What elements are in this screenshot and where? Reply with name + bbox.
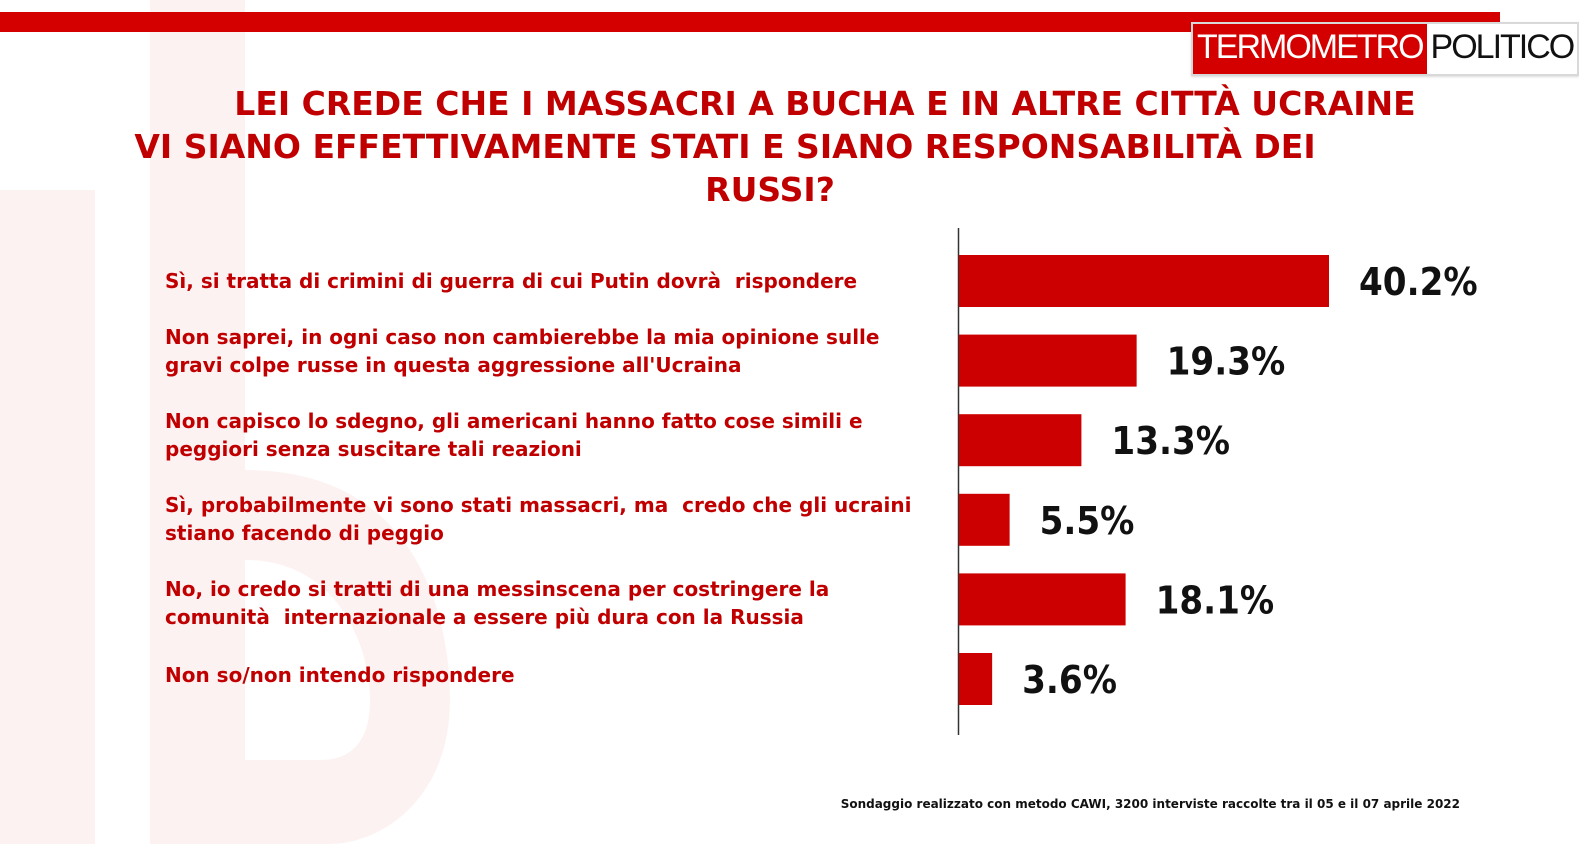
category-label-line: Non so/non intendo rispondere xyxy=(165,663,515,687)
value-label-5: 18.1% xyxy=(1155,578,1275,623)
title-line-3: RUSSI? xyxy=(705,170,835,209)
bar-5 xyxy=(959,573,1126,625)
category-label-line: stiano facendo di peggio xyxy=(165,521,444,545)
bar-4 xyxy=(959,494,1010,546)
value-label-2: 19.3% xyxy=(1166,339,1286,384)
category-label-line: peggiori senza suscitare tali reazioni xyxy=(165,437,582,461)
title-line-2: VI SIANO EFFETTIVAMENTE STATI E SIANO RESPONSABILITÀ DEI xyxy=(134,127,1316,166)
bar-2 xyxy=(959,335,1137,387)
logo-part-1: TERMOMETRO xyxy=(1193,24,1427,74)
category-label-line: comunità internazionale a essere più dura con la Russia xyxy=(165,605,804,629)
category-label-line: Sì, si tratta di crimini di guerra di cui Putin dovrà rispondere xyxy=(165,269,858,293)
category-label-line: No, io credo si tratti di una messinscena per costringere la xyxy=(165,577,830,601)
title-line-1: LEI CREDE CHE I MASSACRI A BUCHA E IN ALTRE CITTÀ UCRAINE xyxy=(234,84,1416,123)
category-label-line: Non saprei, in ogni caso non cambierebbe la mia opinione sulle xyxy=(165,325,880,349)
category-label-line: gravi colpe russe in questa aggressione all'Ucraina xyxy=(165,353,742,377)
value-label-6: 3.6% xyxy=(1022,658,1117,702)
logo-part-2: POLITICO xyxy=(1427,24,1578,74)
bar-6 xyxy=(959,653,992,705)
category-label-line: Non capisco lo sdegno, gli americani hanno fatto cose simili e xyxy=(165,409,863,433)
value-label-3: 13.3% xyxy=(1111,419,1231,464)
bar-3 xyxy=(959,414,1081,466)
category-label-line: Sì, probabilmente vi sono stati massacri, ma credo che gli ucraini xyxy=(165,493,912,517)
source-footnote: Sondaggio realizzato con metodo CAWI, 3200 interviste raccolte tra il 05 e il 07 aprile 2022 xyxy=(840,797,1460,811)
bar-1 xyxy=(959,255,1329,307)
value-label-4: 5.5% xyxy=(1039,498,1135,543)
value-label-1: 40.2% xyxy=(1359,260,1478,304)
